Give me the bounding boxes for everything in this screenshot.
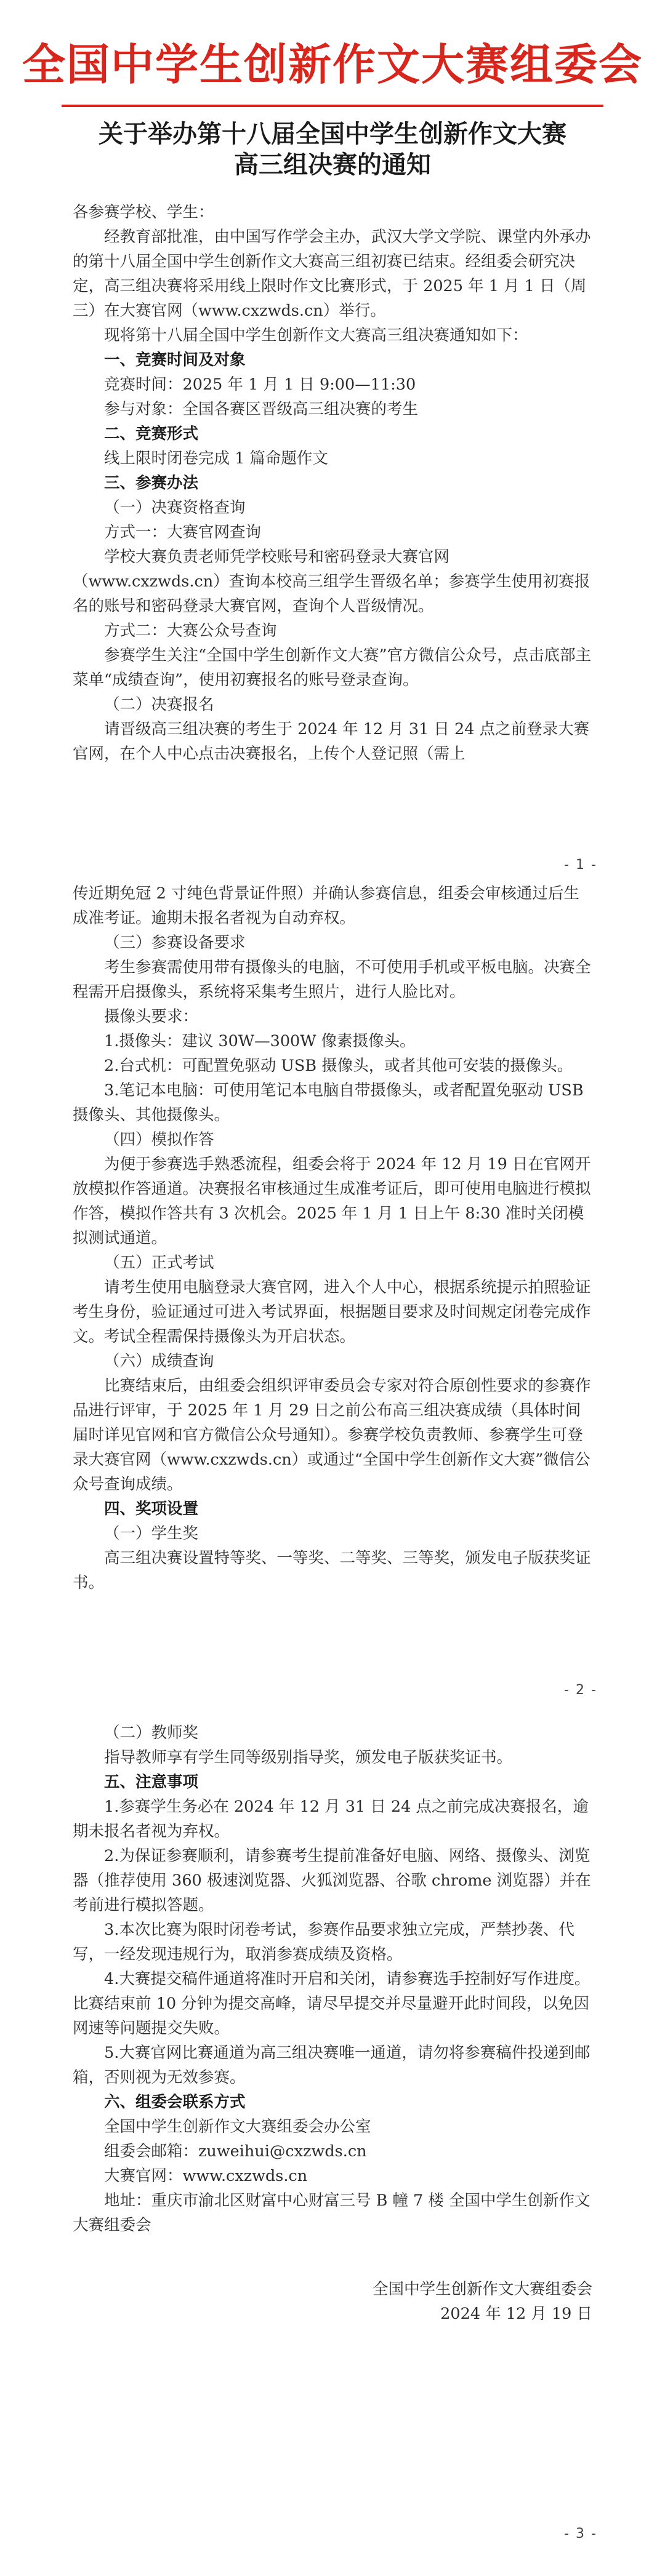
subsection-equipment: （三）参赛设备要求 <box>104 934 246 952</box>
section-heading-5: 五、注意事项 <box>104 1773 199 1791</box>
page-number-2: - 2 - <box>564 1682 597 1698</box>
note-4: 4.大赛提交稿件通道将准时开启和关闭，请参赛选手控制好写作进度。比赛结束前 10 分钟为提交高峰，请尽早提交并尽量避开此时间段，以免因网速等问题提交失败。 <box>73 1970 590 2038</box>
subsection-qualification: （一）决赛资格查询 <box>104 498 246 517</box>
page2-content <box>73 881 592 1595</box>
paragraph-notice: 现将第十八届全国中学生创新作文大赛高三组决赛通知如下： <box>104 326 528 345</box>
letterhead: 全国中学生创新作文大赛组委会 <box>22 39 643 90</box>
signature-block <box>284 2277 592 2326</box>
section-heading-3: 三、参赛办法 <box>104 474 199 492</box>
greeting: 各参赛学校、学生： <box>73 203 214 222</box>
section-heading-1: 一、竞赛时间及对象 <box>104 351 246 369</box>
participants: 参与对象：全国各赛区晋级高三组决赛的考生 <box>104 400 419 418</box>
camera-requirement-1: 1.摄像头：建议 30W—300W 像素摄像头。 <box>104 1032 416 1050</box>
subsection-teacher-awards: （二）教师奖 <box>104 1724 199 1742</box>
note-5: 5.大赛官网比赛通道为高三组决赛唯一通道，请勿将参赛稿件投递到邮箱，否则视为无效参赛。 <box>73 2044 590 2087</box>
signature-organization: 全国中学生创新作文大赛组委会 <box>372 2280 592 2298</box>
subsection-student-awards: （一）学生奖 <box>104 1524 199 1543</box>
section-heading-2: 二、竞赛形式 <box>104 425 199 443</box>
method-one-title: 方式一：大赛官网查询 <box>104 523 262 542</box>
competition-form: 线上限时闭卷完成 1 篇命题作文 <box>104 449 328 468</box>
method-two-title: 方式二：大赛公众号查询 <box>104 622 277 640</box>
letterhead-red-line <box>62 105 603 107</box>
subsection-registration: （二）决赛报名 <box>104 695 214 714</box>
subsection-simulation: （四）模拟作答 <box>104 1130 214 1149</box>
method-two-text: 参赛学生关注“全国中学生创新作文大赛”官方微信公众号，点击底部主菜单“成绩查询”，使用初赛报名的账号登录查询。 <box>73 646 592 689</box>
note-3: 3.本次比赛为限时闭卷考试，参赛作品要求独立完成，严禁抄袭、代写，一经发现违规行为，取消参赛成绩及资格。 <box>73 1921 574 1964</box>
page-number-3: - 3 - <box>564 2526 597 2542</box>
section-heading-4: 四、奖项设置 <box>104 1500 199 1518</box>
exam-text: 请考生使用电脑登录大赛官网，进入个人中心，根据系统提示拍照验证考生身份，验证通过可进入考试界面，根据题目要求及时间规定闭卷完成作文。考试全程需保持摄像头为开启状态。 <box>73 1278 591 1346</box>
contact-office: 全国中学生创新作文大赛组委会办公室 <box>104 2118 371 2136</box>
note-2: 2.为保证参赛顺利，请参赛考生提前准备好电脑、网络、摄像头、浏览器（推荐使用 360 极速浏览器、火狐浏览器、谷歌 chrome 浏览器）并在考前进行模拟答题。 <box>73 1847 591 1914</box>
camera-requirements-heading: 摄像头要求： <box>104 1007 199 1026</box>
camera-requirement-2: 2.台式机：可配置免驱动 USB 摄像头，或者其他可安装的摄像头。 <box>104 1057 573 1075</box>
page-number-1: - 1 - <box>564 857 597 873</box>
paragraph-intro: 经教育部批准，由中国写作学会主办，武汉大学文学院、课堂内外承办的第十八届全国中学生创新作文大赛高三组初赛已结束。经组委会研究决定，高三组决赛将采用线上限时作文比赛形式，于 2025 年 1 月 1 日（周三）在大赛官网（www.cxzwds.cn）举行。 <box>73 228 591 320</box>
note-1: 1.参赛学生务必在 2024 年 12 月 31 日 24 点之前完成决赛报名，逾期未报名者视为弃权。 <box>73 1798 589 1841</box>
teacher-awards-text: 指导教师享有学生同等级别指导奖，颁发电子版获奖证书。 <box>104 1748 513 1767</box>
contact-email: 组委会邮箱：zuweihui@cxzwds.cn <box>104 2142 367 2161</box>
student-awards-text: 高三组决赛设置特等奖、一等奖、二等奖、三等奖，颁发电子版获奖证书。 <box>73 1549 591 1592</box>
competition-time: 竞赛时间：2025 年 1 月 1 日 9:00—11:30 <box>104 375 416 394</box>
registration-text: 请晋级高三组决赛的考生于 2024 年 12 月 31 日 24 点之前登录大赛官网，在个人中心点击决赛报名，上传个人登记照（需上 <box>73 720 590 763</box>
equipment-text: 考生参赛需使用带有摄像头的电脑，不可使用手机或平板电脑。决赛全程需开启摄像头，系统将采集考生照片，进行人脸比对。 <box>73 958 591 1001</box>
registration-text-continued: 传近期免冠 2 寸纯色背景证件照）并确认参赛信息，组委会审核通过后生成准考证。逾期未报名者视为自动弃权。 <box>73 884 579 927</box>
document-title-line2: 高三组决赛的通知 <box>234 150 431 179</box>
subsection-exam: （五）正式考试 <box>104 1254 214 1272</box>
scores-text: 比赛结束后，由组委会组织评审委员会专家对符合原创性要求的参赛作品进行评审，于 2025 年 1 月 29 日之前公布高三组决赛成绩（具体时间届时详见官网和官方微信公众号通知）。参赛学校负责教师、参赛学生可登录大赛官网（www.cxzwds.cn）或通过“全国中学生创新作文大赛”微信公众号查询成绩。 <box>73 1377 591 1494</box>
page1-content <box>73 200 592 766</box>
document-title-line1: 关于举办第十八届全国中学生创新作文大赛 <box>99 119 566 148</box>
contact-address: 地址：重庆市渝北区财富中心财富三号 B 幢 7 楼 全国中学生创新作文大赛组委会 <box>73 2191 590 2234</box>
page3-content <box>73 1721 592 2238</box>
simulation-text: 为便于参赛选手熟悉流程，组委会将于 2024 年 12 月 19 日在官网开放模拟作答通道。决赛报名审核通过生成准考证后，即可使用电脑进行模拟作答，模拟作答共有 3 次机会。2025 年 1 月 1 日上午 8:30 准时关闭模拟测试通道。 <box>73 1155 591 1247</box>
contact-website: 大赛官网：www.cxzwds.cn <box>104 2167 308 2185</box>
subsection-scores: （六）成绩查询 <box>104 1352 214 1370</box>
method-one-text: 学校大赛负责老师凭学校账号和密码登录大赛官网（www.cxzwds.cn）查询本校高三组学生晋级名单；参赛学生使用初赛报名的账号和密码登录大赛官网，查询个人晋级情况。 <box>73 548 590 615</box>
signature-date: 2024 年 12 月 19 日 <box>440 2305 592 2323</box>
camera-requirement-3: 3.笔记本电脑：可使用笔记本电脑自带摄像头，或者配置免驱动 USB 摄像头、其他摄像头。 <box>73 1081 584 1124</box>
section-heading-6: 六、组委会联系方式 <box>104 2093 246 2111</box>
